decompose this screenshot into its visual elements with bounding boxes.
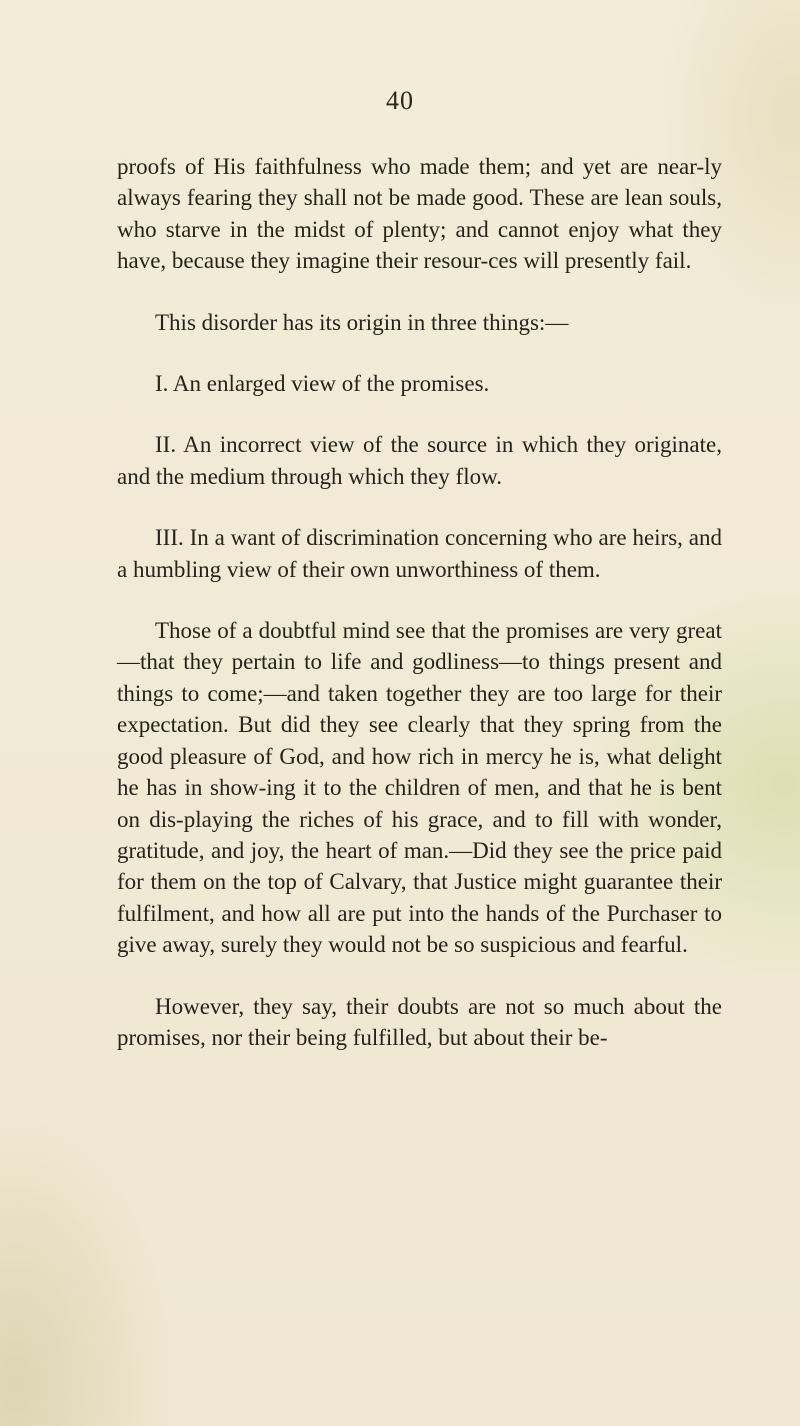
paragraph-doubtful-mind: Those of a doubtful mind see that the promises are very great—that they pertain to life and godliness—to things present and things to come;—and taken together they are too large for their expectation. But did they see clearly that they spring from the good pleasure of God, and how rich in mercy he is, what delight he has in show-ing it to the children of men, and that he is bent on dis-playing the riches of his grace, and to fill with wonder, gratitude, and joy, the heart of man.—Did they see the price paid for them on the top of Calvary, that Justice might guarantee their fulfilment, and how all are put into the hands of the Purchaser to give away, surely they would not be so suspicious and fearful. [117, 618, 722, 958]
paragraph-continuation: proofs of His faithfulness who made them; and yet are near-ly always fearing they shall not be made good. These are lean souls, who starve in the midst of plenty; and cannot enjoy what they have, because they imagine their resour-ces will presently fail. [117, 154, 722, 274]
paragraph-point-two: II. An incorrect view of the source in which they originate, and the medium through which they flow. [117, 432, 722, 489]
page-number: 40 [386, 86, 414, 115]
page-body [117, 151, 722, 1083]
paragraph-disorder-intro: This disorder has its origin in three things:— [155, 309, 569, 335]
paragraph-point-three: III. In a want of discrimination concerning who are heirs, and a humbling view of their own unworthiness of them. [117, 525, 722, 582]
paragraph-point-one: I. An enlarged view of the promises. [155, 371, 490, 397]
paragraph-however: However, they say, their doubts are not so much about the promises, nor their being fulfilled, but about their be- [117, 993, 722, 1050]
